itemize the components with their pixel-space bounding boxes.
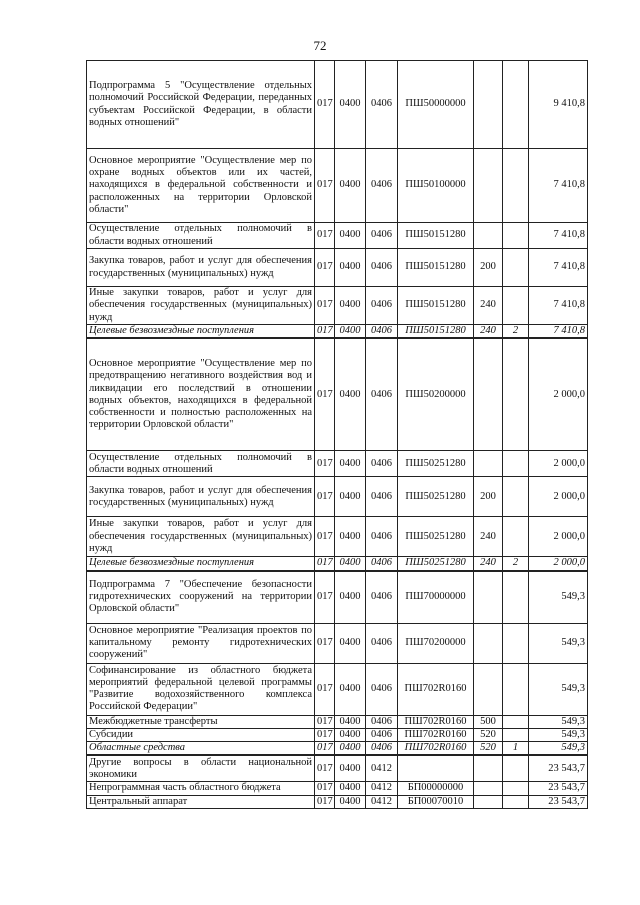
subsection-code-cell: 0406 [366,623,398,663]
amount-cell: 23 543,7 [529,755,588,782]
expense-type-cell: 240 [474,517,503,557]
section-code-cell: 0400 [335,663,366,715]
funding-source-cell [503,249,529,287]
row-name-cell: Другие вопросы в области национальной экономики [87,755,315,782]
expense-type-cell: 240 [474,557,503,571]
grbs-code-cell: 017 [315,517,335,557]
subsection-code-cell: 0406 [366,287,398,325]
target-article-cell: ПШ702R0160 [398,663,474,715]
table-row [87,742,588,756]
row-name-cell: Закупка товаров, работ и услуг для обеспечения государственных (муниципальных) нужд [87,249,315,287]
section-code-cell: 0400 [335,223,366,249]
row-name-cell: Софинансирование из областного бюджета мероприятий федеральной целевой программы "Развитие водохозяйственного комплекса Российской Федерации" [87,663,315,715]
subsection-code-cell: 0406 [366,477,398,517]
expense-type-cell [474,223,503,249]
expense-type-cell [474,755,503,782]
expense-type-cell [474,795,503,808]
table-row [87,249,588,287]
table-row [87,149,588,223]
expense-type-cell [474,663,503,715]
table-row [87,782,588,795]
subsection-code-cell: 0412 [366,755,398,782]
grbs-code-cell: 017 [315,728,335,741]
row-name-cell: Областные средства [87,742,315,756]
row-name-cell: Закупка товаров, работ и услуг для обеспечения государственных (муниципальных) нужд [87,477,315,517]
table-row [87,623,588,663]
subsection-code-cell: 0406 [366,249,398,287]
subsection-code-cell: 0412 [366,795,398,808]
funding-source-cell [503,795,529,808]
grbs-code-cell: 017 [315,571,335,624]
funding-source-cell [503,61,529,149]
table-row [87,61,588,149]
subsection-code-cell: 0406 [366,663,398,715]
section-code-cell: 0400 [335,715,366,728]
target-article-cell: ПШ50151280 [398,325,474,339]
row-name-cell: Целевые безвозмездные поступления [87,557,315,571]
funding-source-cell [503,782,529,795]
grbs-code-cell: 017 [315,742,335,756]
amount-cell: 23 543,7 [529,795,588,808]
section-code-cell: 0400 [335,728,366,741]
target-article-cell: ПШ50000000 [398,61,474,149]
funding-source-cell [503,571,529,624]
funding-source-cell: 1 [503,742,529,756]
subsection-code-cell: 0406 [366,571,398,624]
section-code-cell: 0400 [335,477,366,517]
amount-cell: 7 410,8 [529,287,588,325]
amount-cell: 9 410,8 [529,61,588,149]
amount-cell: 549,3 [529,571,588,624]
row-name-cell: Центральный аппарат [87,795,315,808]
subsection-code-cell: 0406 [366,325,398,339]
subsection-code-cell: 0406 [366,149,398,223]
amount-cell: 549,3 [529,728,588,741]
grbs-code-cell: 017 [315,223,335,249]
funding-source-cell [503,755,529,782]
section-code-cell: 0400 [335,557,366,571]
section-code-cell: 0400 [335,287,366,325]
expense-type-cell: 200 [474,477,503,517]
budget-table-body [87,61,588,809]
expense-type-cell [474,623,503,663]
funding-source-cell [503,663,529,715]
subsection-code-cell: 0406 [366,742,398,756]
section-code-cell: 0400 [335,755,366,782]
table-row [87,223,588,249]
target-article-cell: ПШ50200000 [398,338,474,451]
funding-source-cell: 2 [503,557,529,571]
section-code-cell: 0400 [335,795,366,808]
target-article-cell: ПШ50251280 [398,451,474,477]
section-code-cell: 0400 [335,623,366,663]
funding-source-cell [503,149,529,223]
funding-source-cell [503,477,529,517]
expense-type-cell [474,338,503,451]
target-article-cell: ПШ70200000 [398,623,474,663]
row-name-cell: Основное мероприятие "Осуществление мер по предотвращению негативного воздействия вод и ликвидации его последствий в отношении водных объектов, находящихся в федеральной собственности и полностью расположенных на территории Орловской области" [87,338,315,451]
target-article-cell: БП00000000 [398,782,474,795]
table-row [87,755,588,782]
amount-cell: 2 000,0 [529,477,588,517]
target-article-cell: ПШ50251280 [398,557,474,571]
grbs-code-cell: 017 [315,325,335,339]
funding-source-cell [503,287,529,325]
row-name-cell: Иные закупки товаров, работ и услуг для обеспечения государственных (муниципальных) нужд [87,517,315,557]
amount-cell: 23 543,7 [529,782,588,795]
expense-type-cell: 200 [474,249,503,287]
grbs-code-cell: 017 [315,61,335,149]
target-article-cell: ПШ50151280 [398,249,474,287]
row-name-cell: Непрограммная часть областного бюджета [87,782,315,795]
target-article-cell: ПШ50151280 [398,287,474,325]
funding-source-cell [503,451,529,477]
section-code-cell: 0400 [335,249,366,287]
amount-cell: 549,3 [529,663,588,715]
grbs-code-cell: 017 [315,755,335,782]
grbs-code-cell: 017 [315,451,335,477]
row-name-cell: Иные закупки товаров, работ и услуг для обеспечения государственных (муниципальных) нужд [87,287,315,325]
table-row [87,728,588,741]
target-article-cell: БП00070010 [398,795,474,808]
expense-type-cell: 520 [474,728,503,741]
table-row [87,517,588,557]
subsection-code-cell: 0406 [366,728,398,741]
table-row [87,571,588,624]
row-name-cell: Подпрограмма 7 "Обеспечение безопасности гидротехнических сооружений на территории Орловской области" [87,571,315,624]
table-row [87,325,588,339]
table-row [87,287,588,325]
subsection-code-cell: 0406 [366,223,398,249]
table-row [87,795,588,808]
expense-type-cell [474,61,503,149]
subsection-code-cell: 0406 [366,61,398,149]
grbs-code-cell: 017 [315,782,335,795]
grbs-code-cell: 017 [315,795,335,808]
amount-cell: 2 000,0 [529,338,588,451]
funding-source-cell [503,517,529,557]
budget-table [86,60,588,809]
table-row [87,477,588,517]
amount-cell: 2 000,0 [529,517,588,557]
grbs-code-cell: 017 [315,663,335,715]
subsection-code-cell: 0406 [366,517,398,557]
expense-type-cell [474,149,503,223]
amount-cell: 549,3 [529,715,588,728]
expense-type-cell [474,782,503,795]
grbs-code-cell: 017 [315,249,335,287]
amount-cell: 7 410,8 [529,325,588,339]
table-row [87,451,588,477]
section-code-cell: 0400 [335,742,366,756]
row-name-cell: Основное мероприятие "Реализация проектов по капитальному ремонту гидротехнических сооружений" [87,623,315,663]
subsection-code-cell: 0412 [366,782,398,795]
expense-type-cell [474,451,503,477]
table-row [87,338,588,451]
grbs-code-cell: 017 [315,715,335,728]
section-code-cell: 0400 [335,338,366,451]
target-article-cell: ПШ50251280 [398,517,474,557]
subsection-code-cell: 0406 [366,451,398,477]
target-article-cell [398,755,474,782]
row-name-cell: Подпрограмма 5 "Осуществление отдельных полномочий Российской Федерации, переданных субъектам Российской Федерации, в области водных отношений" [87,61,315,149]
section-code-cell: 0400 [335,517,366,557]
target-article-cell: ПШ50251280 [398,477,474,517]
row-name-cell: Осуществление отдельных полномочий в области водных отношений [87,223,315,249]
page-number: 72 [313,38,327,53]
amount-cell: 7 410,8 [529,249,588,287]
funding-source-cell: 2 [503,325,529,339]
target-article-cell: ПШ702R0160 [398,715,474,728]
funding-source-cell [503,623,529,663]
subsection-code-cell: 0406 [366,715,398,728]
table-row [87,557,588,571]
subsection-code-cell: 0406 [366,338,398,451]
expense-type-cell [474,571,503,624]
expense-type-cell: 500 [474,715,503,728]
amount-cell: 7 410,8 [529,223,588,249]
target-article-cell: ПШ50100000 [398,149,474,223]
target-article-cell: ПШ50151280 [398,223,474,249]
amount-cell: 549,3 [529,742,588,756]
section-code-cell: 0400 [335,325,366,339]
section-code-cell: 0400 [335,149,366,223]
row-name-cell: Межбюджетные трансферты [87,715,315,728]
grbs-code-cell: 017 [315,557,335,571]
table-row [87,715,588,728]
table-row [87,663,588,715]
grbs-code-cell: 017 [315,149,335,223]
target-article-cell: ПШ702R0160 [398,728,474,741]
amount-cell: 549,3 [529,623,588,663]
funding-source-cell [503,338,529,451]
expense-type-cell: 240 [474,325,503,339]
funding-source-cell [503,223,529,249]
section-code-cell: 0400 [335,782,366,795]
amount-cell: 2 000,0 [529,451,588,477]
grbs-code-cell: 017 [315,338,335,451]
grbs-code-cell: 017 [315,623,335,663]
section-code-cell: 0400 [335,571,366,624]
funding-source-cell [503,728,529,741]
amount-cell: 7 410,8 [529,149,588,223]
subsection-code-cell: 0406 [366,557,398,571]
funding-source-cell [503,715,529,728]
row-name-cell: Осуществление отдельных полномочий в области водных отношений [87,451,315,477]
target-article-cell: ПШ702R0160 [398,742,474,756]
expense-type-cell: 240 [474,287,503,325]
grbs-code-cell: 017 [315,287,335,325]
row-name-cell: Целевые безвозмездные поступления [87,325,315,339]
row-name-cell: Субсидии [87,728,315,741]
amount-cell: 2 000,0 [529,557,588,571]
section-code-cell: 0400 [335,61,366,149]
expense-type-cell: 520 [474,742,503,756]
section-code-cell: 0400 [335,451,366,477]
target-article-cell: ПШ70000000 [398,571,474,624]
row-name-cell: Основное мероприятие "Осуществление мер по охране водных объектов или их частей, находящихся в федеральной собственности и расположенных на территории Орловской области" [87,149,315,223]
grbs-code-cell: 017 [315,477,335,517]
